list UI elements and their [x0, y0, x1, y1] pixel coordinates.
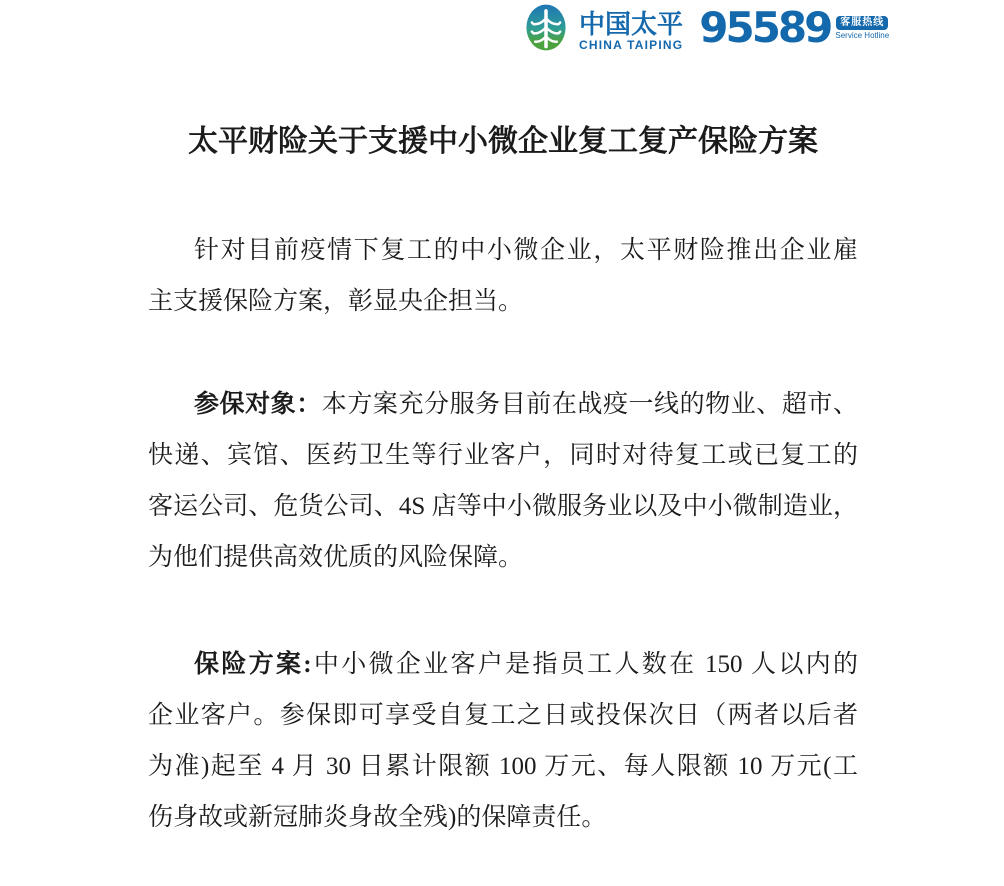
- text-line: 客运公司、危货公司、4S 店等中小微服务业以及中小微制造业，: [148, 493, 858, 520]
- text-line: 企业客户。参保即可享受自复工之日或投保次日（两者以后者: [148, 702, 858, 729]
- text-line: 快递、宾馆、医药卫生等行业客户，同时对待复工或已复工的: [148, 442, 858, 469]
- text-line: 主支援保险方案，彰显央企担当。: [148, 288, 524, 315]
- brand-name-english: CHINA TAIPING: [579, 38, 684, 52]
- text-line: [148, 639, 858, 690]
- hotline-block: [699, 3, 890, 52]
- brand-name-chinese: 中国太平: [579, 9, 684, 39]
- document-content: [148, 0, 858, 843]
- paragraph-insured-targets: [148, 379, 858, 583]
- hotline-number: 95589: [699, 3, 831, 52]
- text-segment: 中小微企业客户是指员工人数在 150 人以内的: [311, 651, 858, 678]
- hotline-badge: 客服热线: [836, 16, 888, 30]
- document-title: 太平财险关于支援中小微企业复工复产保险方案: [188, 125, 818, 158]
- hotline-badge-column: [835, 9, 889, 40]
- paragraph-insurance-plan: [148, 639, 858, 843]
- text-segment: 本方案充分服务目前在战疫一线的物业、超市、: [321, 391, 858, 418]
- text-line: 针对目前疫情下复工的中小微企业，太平财险推出企业雇: [194, 237, 858, 264]
- paragraph-intro: [148, 225, 858, 327]
- paragraph-label-insured-targets: 参保对象：: [194, 391, 322, 418]
- taiping-tree-emblem-icon: [526, 4, 566, 51]
- paragraph-label-insurance-plan: 保险方案:: [194, 651, 312, 678]
- text-line: 为准)起至 4 月 30 日累计限额 100 万元、每人限额 10 万元(工: [148, 753, 858, 780]
- text-line: [148, 379, 858, 430]
- brand-wordmark: [579, 4, 683, 52]
- brand-header: [526, 4, 889, 54]
- text-line: 为他们提供高效优质的风险保障。: [148, 544, 524, 571]
- hotline-badge-subtitle: Service Hotline: [835, 31, 890, 40]
- text-line: 伤身故或新冠肺炎身故全残)的保障责任。: [148, 804, 607, 831]
